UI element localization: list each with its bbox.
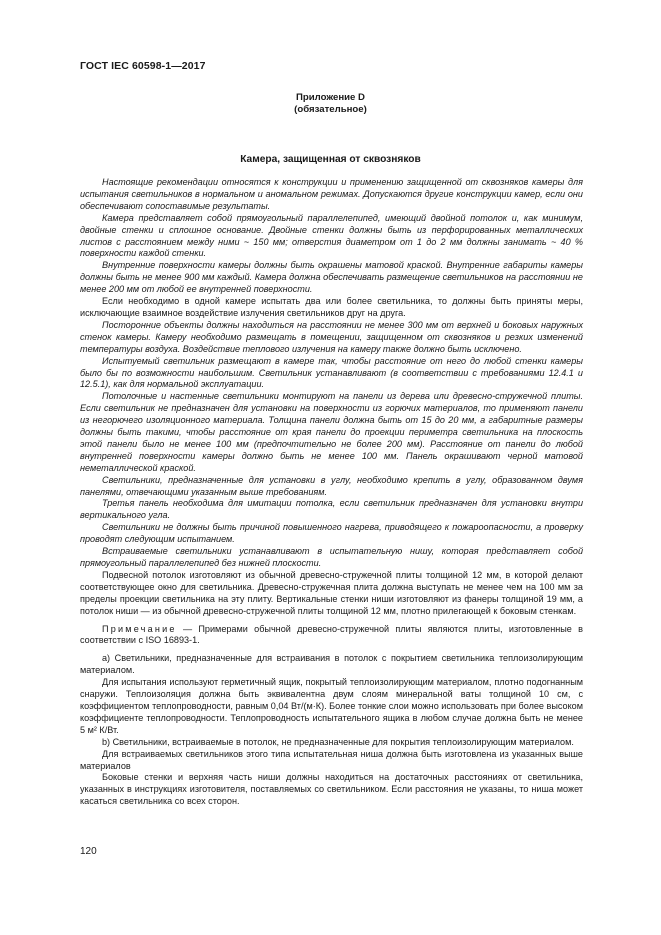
paragraph: Для испытания используют герметичный ящик, покрытый теплоизолирующим материалом, плотно подогнанным снаружи. Теплоизоляция должна быть эквивалентна двум слоям минеральной ваты толщиной 10 см, с коэффициентом теплопроводности, равным 0,04 Вт/(м·К). Более тонкие слои можно использовать при более высоком коэффициенте теплопроводности. Теплопроводность испытательного ящика в любом случае должна быть не менее 5 м² К/Вт. — [80, 677, 583, 735]
document-header: ГОСТ IEC 60598-1—2017 — [80, 60, 206, 72]
paragraph: Подвесной потолок изготовляют из обычной древесно-стружечной плиты толщиной 12 мм, в которой делают соответствующее окно для светильника. Древесно-стружечная плита должна выступать не менее чем на 100 мм за пределы проекции светильника на эту плиту. Вертикальные стенки ниши изготовляют из фанеры толщиной 19 мм, а потолок ниши — из обычной древесно-стружечной плиты толщиной 12 мм, плотно прилегающей к боковым стенкам. — [80, 569, 583, 616]
paragraph: Для встраиваемых светильников этого типа испытательная ниша должна быть изготовлена из указанных выше материалов — [80, 748, 583, 771]
paragraph: Если необходимо в одной камере испытать два или более светильника, то должны быть приняты меры, исключающие взаимное воздействие излучения светильников друг на друга. — [80, 296, 583, 318]
appendix-title: Приложение D — [296, 92, 365, 103]
paragraph: Светильники не должны быть причиной повышенного нагрева, приводящего к пожароопасности, а проверку проводят следующим испытанием. — [80, 522, 583, 545]
paragraph: b) Светильники, встраиваемые в потолок, не предназначенные для покрытия теплоизолирующим материалом. — [102, 736, 574, 747]
paragraph: Светильники, предназначенные для установки в углу, необходимо крепить в углу, образованном двумя панелями, отвечающими указанным выше требованиям. — [80, 474, 583, 497]
note — [80, 624, 583, 648]
section-title: Камера, защищенная от сквозняков — [240, 154, 421, 165]
paragraph: Потолочные и настенные светильники монтируют на панели из дерева или древесно-стружечной плиты. Если светильник не предназначен для установки на поверхности из горючих материалов, то применяют панели из негорючего изоляционного материала. Толщина панели должна быть от 15 до 20 мм, а габаритные размеры должны быть такими, чтобы расстояние от края панели до проекции периметра светильника на плоскость этой панели было не менее 100 мм (предпочтительно не более 200 мм). Расстояние от панели до любой внутренней поверхности камеры должно быть не менее 100 мм. Панель окрашивают черной матовой неметаллической краской. — [80, 391, 583, 473]
paragraph: Испытуемый светильник размещают в камере так, чтобы расстояние от него до любой стенки камеры было бы по возможности наибольшим. Светильник устанавливают (в соответствии с требованиями 12.4.1 и 12.5.1), как для нормальной эксплуатации. — [80, 355, 583, 390]
appendix-status: (обязательное) — [294, 104, 367, 115]
paragraph: Боковые стенки и верхняя часть ниши должны находиться на достаточных расстояниях от светильника, указанных в инструкциях изготовителя, поставляемых со светильником. Если расстояния не указаны, то ниша может касаться светильника со всех сторон. — [80, 772, 583, 807]
page-number: 120 — [80, 846, 97, 857]
paragraph: Внутренние поверхности камеры должны быть окрашены матовой краской. Внутренние габариты камеры должны быть не менее 900 мм каждый. Камера должна обеспечивать размещение светильников на расстоянии не менее 200 мм от любой ее внутренней поверхности. — [80, 260, 583, 295]
note-text: — Примерами обычной древесно-стружечной плиты являются плиты, изготовленные в соответствии с ISO 16893-1. — [80, 623, 583, 646]
paragraph: Встраиваемые светильники устанавливают в испытательную нишу, которая представляет собой прямоугольный параллелепипед без нижней плоскости. — [80, 546, 583, 568]
paragraph: a) Светильники, предназначенные для встраивания в потолок с покрытием светильника теплоизолирующим материалом. — [80, 653, 583, 676]
appendix-heading — [0, 92, 661, 116]
note-label: Примечание — [102, 623, 177, 634]
paragraph: Камера представляет собой прямоугольный параллелепипед, имеющий двойной потолок и, как минимум, двойные стенки и сплошное основание. Двойные стенки должны быть из перфорированных металлических листов с расстоянием между ними ~ 150 мм; отверстия диаметром от 1 до 2 мм должны занимать ~ 40 % поверхности каждой стенки. — [80, 212, 583, 259]
paragraph: Настоящие рекомендации относятся к конструкции и применению защищенной от сквозняков камеры для испытания светильников в нормальном и аномальном режимах. Допускаются другие конструкции камер, если они обеспечивают сопоставимые результаты. — [80, 177, 583, 211]
paragraph: Посторонние объекты должны находиться на расстоянии не менее 300 мм от верхней и боковых наружных стенок камеры. Камеру необходимо размещать в помещении, защищенном от сквозняков и резких изменений температуры воздуха. Воздействие теплового излучения на камеру также должно быть исключено. — [80, 319, 583, 354]
document-body — [80, 177, 583, 808]
paragraph: Третья панель необходима для имитации потолка, если светильник предназначен для установки внутри вертикального угла. — [80, 498, 583, 521]
